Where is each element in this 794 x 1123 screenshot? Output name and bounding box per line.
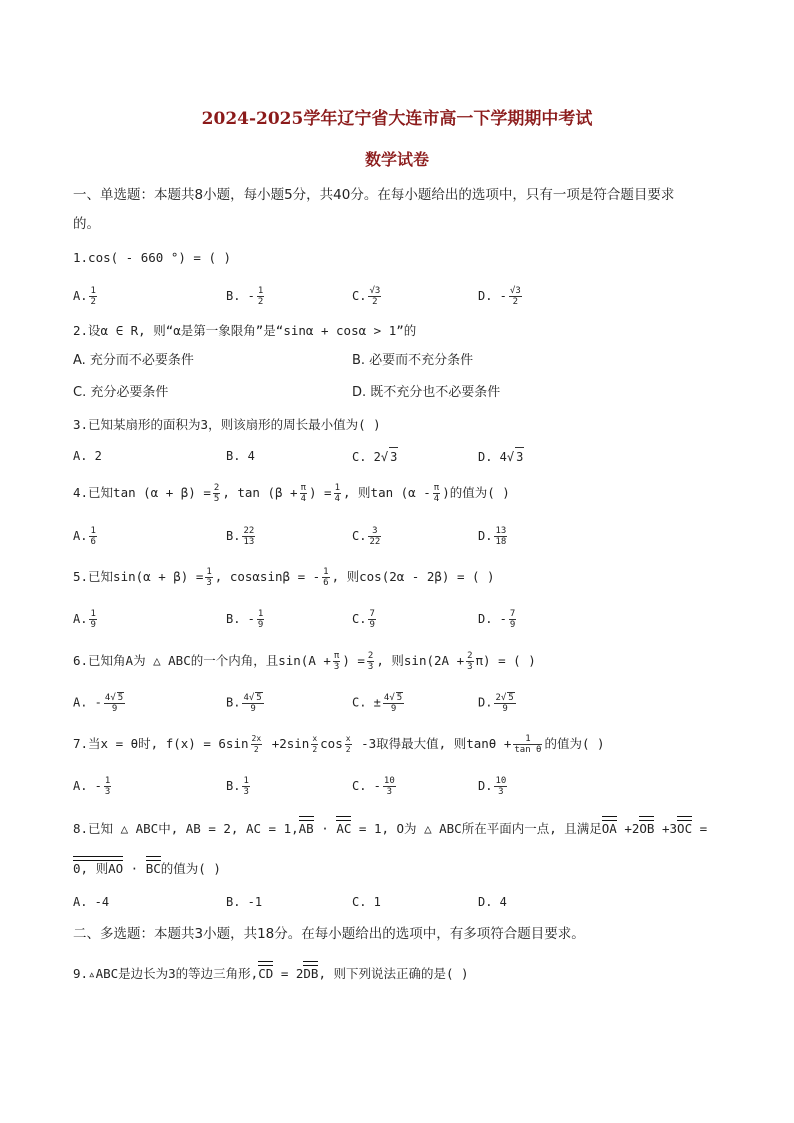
q1-option-a <box>73 286 99 307</box>
fraction <box>494 776 507 797</box>
fraction <box>205 567 212 588</box>
sqrt-sign: √ <box>248 693 255 703</box>
vector-db: DB <box>303 966 319 981</box>
numerator <box>494 692 515 704</box>
q2-option-a: A. 充分而不必要条件 <box>73 353 194 368</box>
stem-text: 6.已知角A为 △ ABC的一个内角，且sin(A + <box>73 653 331 668</box>
numerator: 2 <box>367 651 374 661</box>
option-label: D. - <box>478 289 507 303</box>
denominator: 4 <box>300 494 306 504</box>
fraction <box>300 483 307 504</box>
q6-stem <box>73 651 536 672</box>
option-label: D. <box>478 695 493 710</box>
q2-option-d: D. 既不充分也不必要条件 <box>352 385 501 400</box>
q7-option-c <box>352 776 398 797</box>
numerator: 7 <box>369 609 375 619</box>
denominator: tan θ <box>514 745 542 755</box>
q8-option-b: B. -1 <box>226 895 263 909</box>
dot-operator: · <box>321 821 329 836</box>
option-label: A. <box>73 529 88 543</box>
q4-option-d <box>478 526 509 547</box>
radicand: 5 <box>508 693 514 703</box>
stem-text: 5.已知sin(α + β) = <box>73 569 204 584</box>
q4-option-a <box>73 526 99 547</box>
numerator: 2 <box>213 483 220 493</box>
stem-text: 8.已知 △ ABC中, AB = 2, AC = 1, <box>73 821 299 836</box>
equals: = <box>692 821 708 836</box>
stem-text: = 1, O为 △ ABC所在平面内一点, 且满足 <box>351 821 602 836</box>
denominator: 9 <box>111 704 118 714</box>
sqrt-sign: √ <box>110 693 116 703</box>
fraction <box>242 526 255 547</box>
vector-ab: AB <box>298 821 314 836</box>
numerator <box>383 692 404 704</box>
q8-option-c: C. 1 <box>352 895 381 909</box>
numerator: 1 <box>206 567 212 577</box>
denominator: 13 <box>243 537 255 547</box>
vector-ao: AO <box>108 861 124 876</box>
stem-text: 9.▵ABC是边长为3的等边三角形, <box>73 966 259 981</box>
denominator: 9 <box>369 620 375 630</box>
q3-option-b: B. 4 <box>226 449 255 463</box>
numerator: 1 <box>513 734 542 745</box>
option-label: A. <box>73 289 88 303</box>
q1-stem: 1.cos( - 660 °) = ( ) <box>73 250 232 265</box>
denominator: 2 <box>372 297 378 307</box>
section1-heading-cont: 的。 <box>73 216 100 232</box>
radicand: 3 <box>515 447 524 466</box>
fraction <box>494 692 515 714</box>
vector-ac: AC <box>336 821 352 836</box>
numerator: 1 <box>243 776 249 786</box>
q7-option-a <box>73 776 113 797</box>
exp: 2 <box>251 734 257 743</box>
fraction <box>368 526 381 547</box>
plus-two: +2 <box>616 821 640 836</box>
coef: 4 <box>104 693 111 703</box>
option-label: C. - <box>352 779 381 793</box>
fraction <box>466 651 473 672</box>
numerator: 13 <box>495 526 507 536</box>
stem-text: )的值为( ) <box>442 485 510 500</box>
stem-text: -3取得最大值, 则tanθ + <box>353 736 512 751</box>
denominator: 9 <box>502 704 508 714</box>
zero-vector: 0, 则 <box>73 861 109 876</box>
denominator: 3 <box>104 787 111 797</box>
fraction <box>368 609 375 630</box>
q5-option-c <box>352 609 378 630</box>
denominator: 3 <box>467 662 473 672</box>
fraction <box>494 526 507 547</box>
q3-option-c <box>352 447 398 466</box>
stem-text: ) = <box>309 485 332 500</box>
q2-stem: 2.设α ∈ R, 则“α是第一象限角”是“sinα + cosα > 1”的 <box>73 323 417 338</box>
fraction <box>345 734 352 755</box>
option-label: A. <box>73 612 88 626</box>
q4-stem <box>73 483 510 504</box>
numerator: 2 <box>467 651 473 661</box>
q2-option-b: B. 必要而不充分条件 <box>352 353 474 368</box>
option-label: D. <box>478 779 493 793</box>
page-subtitle: 数学试卷 <box>364 150 429 169</box>
var: x <box>256 734 262 743</box>
numerator: x <box>345 734 351 743</box>
denominator: 3 <box>367 662 374 672</box>
q7-option-b <box>226 776 252 797</box>
denominator: 2 <box>312 745 318 754</box>
q1-option-c <box>352 286 383 307</box>
option-label: B. <box>226 529 241 543</box>
stem-text: , cosαsinβ = - <box>214 569 321 584</box>
fraction <box>513 734 542 755</box>
denominator: 9 <box>90 620 96 630</box>
radicand: 5 <box>256 693 262 703</box>
stem-text: , 则tan (α - <box>343 485 431 500</box>
fraction <box>383 776 396 797</box>
numerator: 1 <box>257 286 264 296</box>
q8-option-a: A. -4 <box>73 895 110 909</box>
q7-stem <box>73 734 605 755</box>
stem-text: , tan (β + <box>222 485 298 500</box>
numerator: π <box>300 483 306 493</box>
fraction <box>367 651 374 672</box>
option-label: D. <box>478 529 493 543</box>
stem-text: 4.已知tan (α + β) = <box>73 485 211 500</box>
section1-heading: 一、单选题：本题共8小题，每小题5分，共40分。在每小题给出的选项中，只有一项是符合题目要求 <box>73 187 675 203</box>
numerator: 3 <box>368 526 381 537</box>
numerator: 1 <box>104 776 111 786</box>
fraction <box>368 286 381 307</box>
stem-text: cos <box>320 736 343 751</box>
fraction <box>257 286 264 307</box>
fraction <box>322 567 329 588</box>
denominator: 9 <box>257 620 264 630</box>
denominator: 2 <box>345 745 351 754</box>
q7-option-d <box>478 776 509 797</box>
dot-operator: · <box>130 861 139 876</box>
section2-heading: 二、多选题：本题共3小题，共18分。在每小题给出的选项中，有多项符合题目要求。 <box>73 926 585 942</box>
numerator: 10 <box>383 776 395 786</box>
denominator: 9 <box>509 620 516 630</box>
option-label: C. <box>352 289 367 303</box>
numerator <box>104 692 125 704</box>
q9-stem <box>73 965 469 983</box>
numerator: π <box>333 651 340 661</box>
fraction <box>104 692 125 714</box>
radicand: 5 <box>117 693 124 703</box>
option-label: B. - <box>226 612 255 626</box>
radicand: 5 <box>396 693 403 703</box>
stem-text: , 则下列说法正确的是( ) <box>318 966 469 981</box>
fraction <box>242 692 263 714</box>
denominator: 2 <box>512 297 519 307</box>
fraction <box>89 526 96 547</box>
numerator: 1 <box>90 609 96 619</box>
q8-option-d: D. 4 <box>478 895 507 909</box>
fraction <box>251 734 263 755</box>
option-label: C. <box>352 612 367 626</box>
q8-stem-cont <box>73 860 221 878</box>
stem-text: 7.当x = θ时, f(x) = 6sin <box>73 736 249 751</box>
q6-option-c <box>352 692 406 714</box>
stem-text: , 则sin(2A + <box>376 653 465 668</box>
numerator: 7 <box>509 609 516 619</box>
option-label: D. - <box>478 612 507 626</box>
denominator: 18 <box>495 537 507 547</box>
numerator: 10 <box>495 776 507 786</box>
q1-option-b <box>226 286 266 307</box>
fraction <box>213 483 220 504</box>
q3-stem: 3.已知某扇形的面积为3，则该扇形的周长最小值为( ) <box>73 417 381 432</box>
fraction <box>89 286 96 307</box>
denominator: 3 <box>386 787 393 797</box>
denominator: 6 <box>323 578 329 588</box>
numerator: 1 <box>323 567 329 577</box>
stem-text: 的值为( ) <box>160 861 221 876</box>
radicand: 3 <box>389 447 398 466</box>
option-label: B. <box>226 695 241 710</box>
q5-option-a <box>73 609 99 630</box>
fraction <box>311 734 318 755</box>
fraction <box>509 609 516 630</box>
q2-option-c: C. 充分必要条件 <box>73 385 169 400</box>
sqrt-sign: √ <box>506 450 515 464</box>
fraction <box>104 776 111 797</box>
denominator: 4 <box>433 494 440 504</box>
coef: 2 <box>495 693 501 703</box>
q3-option-a: A. 2 <box>73 449 102 463</box>
numerator: √3 <box>509 286 521 296</box>
denominator: 9 <box>250 704 256 714</box>
numerator: x <box>312 734 318 743</box>
option-label: C. <box>352 529 367 543</box>
fraction <box>242 776 249 797</box>
denominator: 6 <box>90 537 96 547</box>
q6-option-b <box>226 692 266 714</box>
fraction <box>334 483 341 504</box>
denominator: 5 <box>213 494 220 504</box>
denominator: 3 <box>333 662 340 672</box>
numerator: 22 <box>243 526 255 536</box>
denominator: 4 <box>334 494 340 504</box>
stem-text: π) = ( ) <box>475 653 536 668</box>
vector-oa: OA <box>601 821 617 836</box>
option-label: B. - <box>226 289 255 303</box>
stem-text: = 2 <box>280 966 304 981</box>
plus-three: +3 <box>654 821 678 836</box>
fraction <box>89 609 96 630</box>
q4-option-b <box>226 526 257 547</box>
stem-text: +2sin <box>264 736 310 751</box>
sqrt-sign: √ <box>380 450 389 464</box>
stem-text: 的值为( ) <box>544 736 605 751</box>
stem-text: ) = <box>342 653 365 668</box>
option-label: A. - <box>73 779 102 793</box>
q1-option-d <box>478 286 524 307</box>
numerator: √3 <box>369 286 381 296</box>
coef: 4 <box>383 693 390 703</box>
option-label: A. - <box>73 695 102 710</box>
fraction <box>383 692 404 714</box>
denominator: 3 <box>243 787 249 797</box>
numerator: 1 <box>257 609 264 619</box>
sqrt-sign: √ <box>389 693 395 703</box>
q6-option-d <box>478 692 518 714</box>
page-title: 2024-2025学年辽宁省大连市高一下学期期中考试 <box>201 109 593 129</box>
denominator: 2 <box>253 745 259 754</box>
numerator: π <box>433 483 440 493</box>
vector-oc: OC <box>677 821 693 836</box>
fraction <box>433 483 440 504</box>
coef: 4 <box>243 693 249 703</box>
q3-option-d <box>478 447 524 466</box>
numerator: 1 <box>90 286 96 296</box>
option-label: D. 4 <box>478 450 507 464</box>
option-label: C. 2 <box>352 450 381 464</box>
denominator: 3 <box>206 578 212 588</box>
q6-option-a <box>73 692 127 714</box>
numerator <box>242 692 263 704</box>
fraction <box>333 651 340 672</box>
q5-option-d <box>478 609 518 630</box>
denominator: 3 <box>498 787 504 797</box>
option-label: B. <box>226 779 241 793</box>
vector-ob: OB <box>639 821 655 836</box>
denominator: 22 <box>369 537 381 547</box>
fraction <box>257 609 264 630</box>
option-label: C. ± <box>352 695 381 710</box>
numerator: 1 <box>334 483 340 493</box>
q8-stem <box>73 820 707 838</box>
q4-option-c <box>352 526 383 547</box>
numerator: 1 <box>90 526 96 536</box>
denominator: 2 <box>90 297 96 307</box>
numerator <box>251 734 263 745</box>
stem-text: , 则cos(2α - 2β) = ( ) <box>331 569 495 584</box>
q5-option-b <box>226 609 266 630</box>
denominator: 9 <box>390 704 397 714</box>
denominator: 2 <box>257 297 264 307</box>
vector-bc: BC <box>145 861 161 876</box>
q5-stem <box>73 567 495 588</box>
vector-cd: CD <box>258 966 274 981</box>
sqrt-sign: √ <box>500 693 507 703</box>
fraction <box>509 286 522 307</box>
